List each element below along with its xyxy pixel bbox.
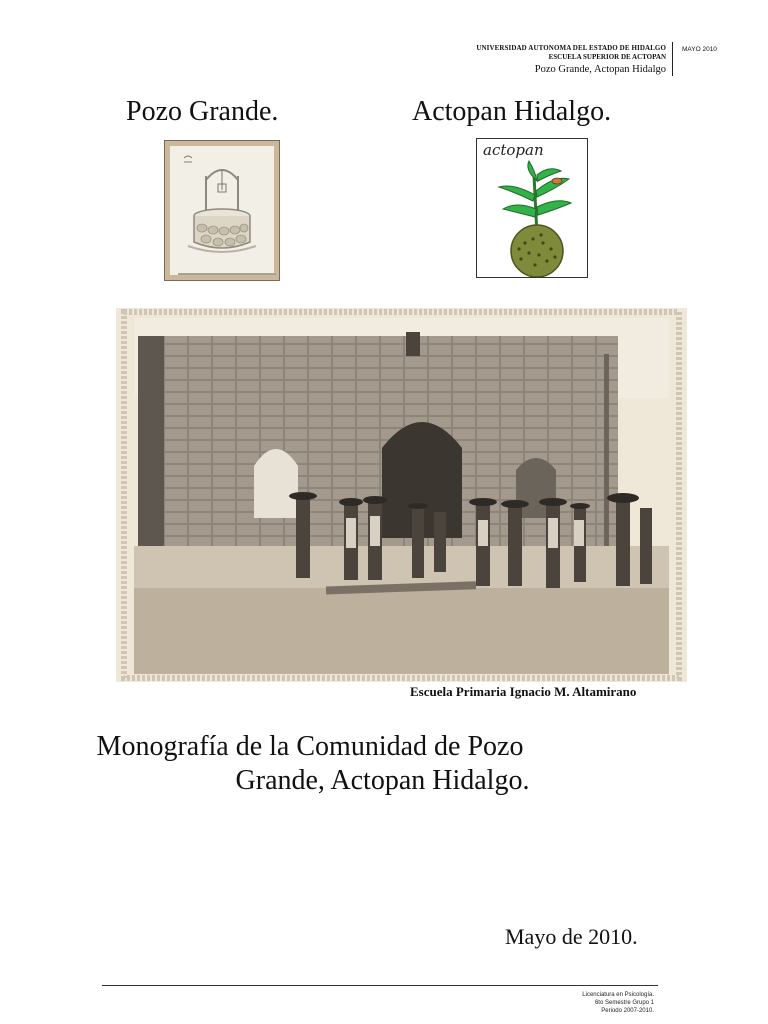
document-date: Mayo de 2010.	[505, 924, 638, 949]
header-date: MAYO 2010	[682, 46, 717, 53]
header-divider	[672, 42, 673, 76]
glyph-label: actopan	[483, 141, 544, 159]
footer-divider	[102, 985, 658, 986]
title-pozo-grande: Pozo Grande.	[126, 96, 279, 127]
document-title-line2: Grande, Actopan Hidalgo.	[235, 765, 530, 796]
historic-school-photo	[116, 308, 687, 682]
well-illustration	[164, 140, 280, 281]
page-header	[476, 44, 666, 77]
actopan-glyph	[476, 138, 588, 278]
well-icon	[170, 146, 274, 275]
footer-notes	[582, 991, 654, 1015]
school-photo-image	[116, 308, 687, 682]
title-actopan-hidalgo: Actopan Hidalgo.	[412, 96, 612, 127]
header-university: UNIVERSIDAD AUTONOMA DEL ESTADO DE HIDALGO	[476, 44, 666, 52]
footer-semester: 6to Semestre Grupo 1	[594, 1000, 654, 1006]
illustration-caption-line	[178, 273, 276, 275]
photo-caption: Escuela Primaria Ignacio M. Altamirano	[410, 684, 637, 699]
document-title-line1: Monografía de la Comunidad de Pozo	[96, 731, 524, 762]
header-place: Pozo Grande, Actopan Hidalgo	[534, 64, 666, 75]
header-school: ESCUELA SUPERIOR DE ACTOPAN	[548, 53, 666, 61]
document-title	[0, 730, 768, 798]
plant-glyph-icon	[477, 139, 587, 277]
footer-program: Licenciatura en Psicología.	[582, 992, 654, 998]
footer-period: Periodo 2007-2010.	[601, 1008, 654, 1014]
